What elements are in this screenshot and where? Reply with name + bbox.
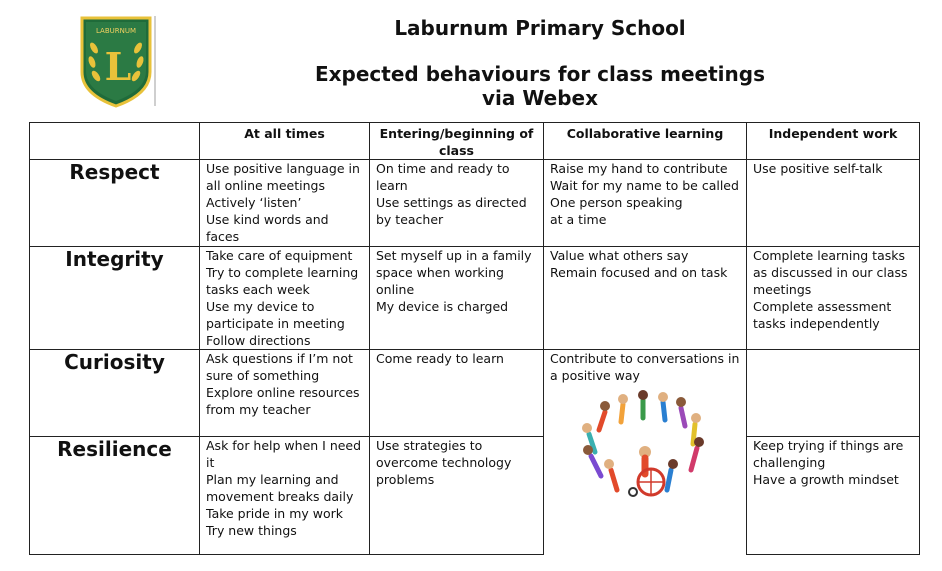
list-item: Try new things — [206, 523, 297, 538]
column-header-independent: Independent work — [747, 123, 920, 160]
list-item: Remain focused and on task — [550, 265, 728, 280]
header-empty-cell — [30, 123, 200, 160]
list-item: Raise my hand to contribute — [550, 161, 728, 176]
list-item: One person speaking — [550, 195, 683, 210]
cell-curiosity-collaborative — [544, 350, 747, 555]
table-row-resilience — [30, 437, 920, 555]
school-logo — [78, 14, 158, 108]
list-item: Use my device to participate in meeting — [206, 299, 345, 331]
list-item: Come ready to learn — [376, 351, 504, 366]
cell-respect-collaborative — [544, 160, 747, 247]
list-item: Use strategies to overcome technology problems — [376, 438, 512, 487]
column-header-entering: Entering/beginning of class — [370, 123, 544, 160]
logo-letter: L — [104, 44, 132, 89]
cell-curiosity-at-all-times — [200, 350, 370, 437]
list-item: Take pride in my work — [206, 506, 343, 521]
list-item: Explore online resources from my teacher — [206, 385, 360, 417]
row-label-respect: Respect — [30, 160, 200, 247]
list-item: My device is charged — [376, 299, 509, 314]
list-item: Keep trying if things are challenging — [753, 438, 904, 470]
list-item: Ask questions if I’m not sure of something — [206, 351, 353, 383]
list-item: Contribute to conversations in a positive way — [550, 351, 740, 383]
list-item: Use settings as directed by teacher — [376, 195, 527, 227]
cell-resilience-independent — [747, 437, 920, 555]
table-row-respect — [30, 160, 920, 247]
list-item: at a time — [550, 212, 607, 227]
cell-integrity-entering — [370, 247, 544, 350]
list-item: Try to complete learning tasks each week — [206, 265, 359, 297]
cell-integrity-collaborative — [544, 247, 747, 350]
behaviours-table — [29, 122, 920, 555]
table-row-curiosity — [30, 350, 920, 437]
children-circle-illustration — [575, 390, 715, 500]
logo-text: LABURNUM — [95, 27, 137, 35]
list-item: Plan my learning and movement breaks daily — [206, 472, 354, 504]
cell-curiosity-independent — [747, 350, 920, 437]
list-item: Complete learning tasks as discussed in our class meetings — [753, 248, 908, 297]
cell-respect-entering — [370, 160, 544, 247]
row-label-resilience: Resilience — [30, 437, 200, 555]
list-item: Use positive language in all online meetings — [206, 161, 360, 193]
logo-divider — [154, 16, 156, 106]
list-item: Use kind words and faces — [206, 212, 329, 244]
cell-integrity-at-all-times — [200, 247, 370, 350]
list-item: On time and ready to learn — [376, 161, 510, 193]
table-header-row — [30, 123, 920, 160]
list-item: Set myself up in a family space when working online — [376, 248, 532, 297]
table-row-integrity — [30, 247, 920, 350]
list-item: Complete assessment tasks independently — [753, 299, 892, 331]
page-title: Expected behaviours for class meetings via Webex — [314, 62, 765, 110]
row-label-curiosity: Curiosity — [30, 350, 200, 437]
list-item: Have a growth mindset — [753, 472, 899, 487]
cell-respect-independent — [747, 160, 920, 247]
cell-resilience-entering — [370, 437, 544, 555]
list-item: Follow directions — [206, 333, 311, 348]
cell-respect-at-all-times — [200, 160, 370, 247]
list-item: Ask for help when I need it — [206, 438, 362, 470]
column-header-collaborative: Collaborative learning — [544, 123, 747, 160]
list-item: Use positive self-talk — [753, 161, 883, 176]
school-name: Laburnum Primary School — [394, 16, 686, 40]
column-header-at-all-times: At all times — [200, 123, 370, 160]
cell-curiosity-entering — [370, 350, 544, 437]
row-label-integrity: Integrity — [30, 247, 200, 350]
cell-resilience-at-all-times — [200, 437, 370, 555]
school-crest-icon — [78, 14, 158, 108]
list-item: Wait for my name to be called — [550, 178, 739, 193]
list-item: Take care of equipment — [206, 248, 353, 263]
list-item: Value what others say — [550, 248, 689, 263]
list-item: Actively ‘listen’ — [206, 195, 302, 210]
cell-integrity-independent — [747, 247, 920, 350]
